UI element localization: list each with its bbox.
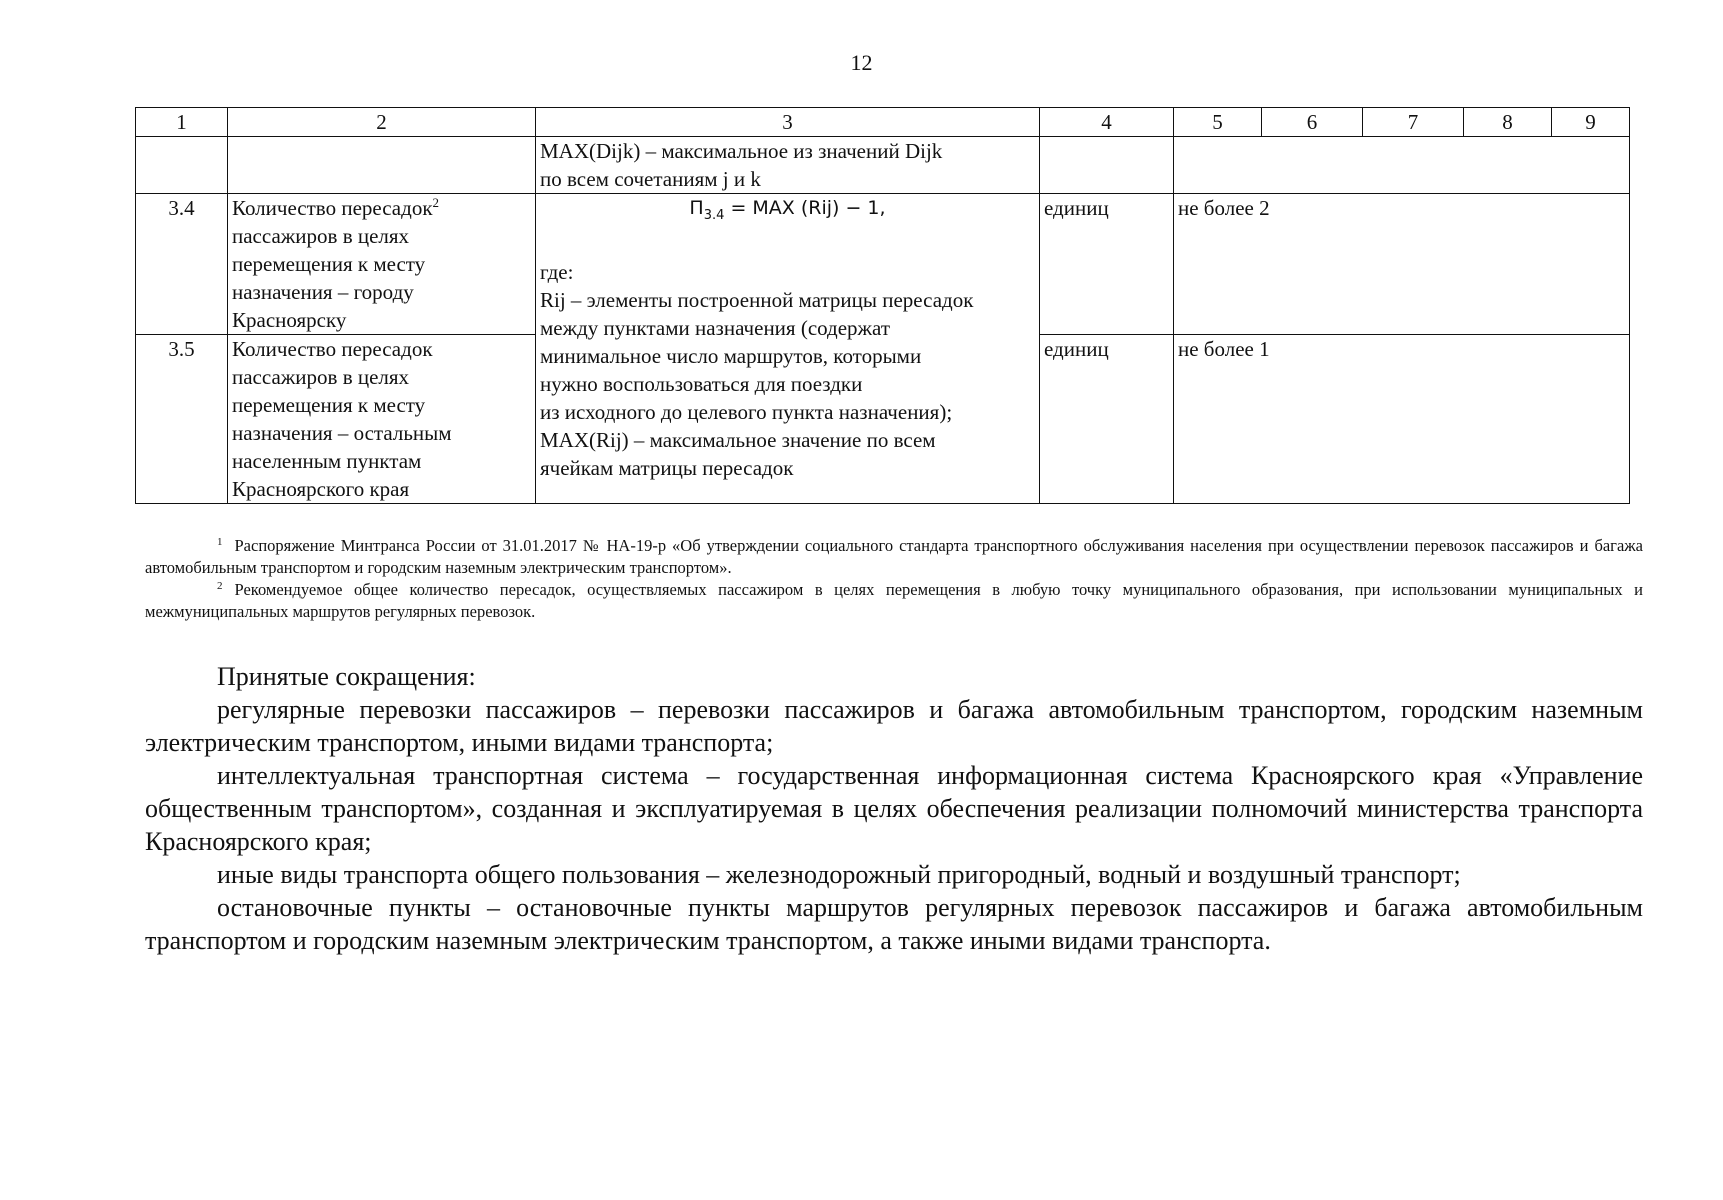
cell-line: назначения – городу	[232, 280, 414, 304]
cell-line: по всем сочетаниям j и k	[540, 167, 761, 191]
cell-line: перемещения к месту	[232, 252, 426, 276]
indicator-name	[228, 335, 536, 504]
indicator-name	[228, 194, 536, 335]
cell-line: минимальное число маршрутов, которыми	[540, 343, 922, 368]
table-row-continuation	[136, 137, 1630, 194]
table-row-3-4	[136, 194, 1630, 335]
header-cell: 7	[1363, 108, 1464, 137]
cell-line: Красноярского края	[232, 477, 410, 501]
cell-line: MAX(Dijk) – максимальное из значений Dijk	[540, 139, 943, 163]
header-cell: 9	[1552, 108, 1630, 137]
cell-line: MAX(Rij) – максимальное значение по всем	[540, 427, 936, 452]
table-header-row	[136, 108, 1630, 137]
cell-line: населенным пунктам	[232, 449, 422, 473]
abbreviations-section	[145, 660, 1643, 957]
header-cell: 6	[1262, 108, 1363, 137]
header-cell: 1	[136, 108, 228, 137]
page-number: 12	[850, 50, 873, 75]
abbreviation-item: иные виды транспорта общего пользования – железнодорожный пригородный, водный и воздушный транспорт;	[217, 860, 1461, 889]
header-cell: 3	[536, 108, 1040, 137]
row-number: 3.5	[136, 335, 228, 504]
header-cell: 8	[1464, 108, 1552, 137]
cell-line: нужно воспользоваться для поездки	[540, 371, 863, 396]
cell-line: Количество пересадок	[232, 337, 433, 361]
cell-line: Количество пересадок	[232, 196, 433, 220]
unit-cell: единиц	[1040, 194, 1174, 335]
footnote: $^1$ Распоряжение Минтранса России от 31.01.2017 № НА-19-р «Об утверждении социального стандарта транспортного обслуживания населения при осуществлении перевозок пассажиров и багажа автомобильным транспортом и городским наземным электрическим транспортом».	[145, 535, 1643, 577]
formula-cell-continued	[536, 137, 1040, 194]
abbreviation-item: интеллектуальная транспортная система – государственная информационная система Красноярского края «Управление общественным транспортом», созданная и эксплуатируемая в целях обеспечения реализации полномочий министерства транспорта Красноярского края;	[145, 761, 1643, 856]
cell-line: ячейкам матрицы пересадок	[540, 455, 794, 480]
header-cell: 4	[1040, 108, 1174, 137]
cell-line: Rij – элементы построенной матрицы пересадок	[540, 287, 974, 312]
row-number: 3.4	[136, 194, 228, 335]
formula-cell	[536, 194, 1040, 504]
formula: $П_{3.4}$ = MAX (Rij) − 1,	[689, 197, 886, 223]
unit-cell: единиц	[1040, 335, 1174, 504]
value-cell: не более 2	[1174, 194, 1630, 335]
cell-line: пассажиров в целях	[232, 224, 410, 248]
footnote-ref: 2	[432, 195, 440, 210]
cell-line: где:	[540, 259, 574, 284]
abbreviations-heading: Принятые сокращения:	[217, 662, 476, 691]
footnote: $^2$ Рекомендуемое общее количество пересадок, осуществляемых пассажиром в целях перемещения в любую точку муниципального образования, при использовании муниципальных и межмуниципальных маршрутов регулярных перевозок.	[145, 579, 1643, 621]
header-cell: 5	[1174, 108, 1262, 137]
abbreviation-item: остановочные пункты – остановочные пункты маршрутов регулярных перевозок пассажиров и багажа автомобильным транспортом и городским наземным электрическим транспортом, а также иными видами транспорта.	[145, 893, 1643, 955]
cell-line: из исходного до целевого пункта назначения);	[540, 399, 953, 424]
indicators-table	[135, 107, 1630, 504]
cell-line: перемещения к месту	[232, 393, 426, 417]
footnotes	[145, 535, 1643, 623]
cell-line: назначения – остальным	[232, 421, 452, 445]
cell-line: пассажиров в целях	[232, 365, 410, 389]
abbreviation-item: регулярные перевозки пассажиров – перевозки пассажиров и багажа автомобильным транспортом, городским наземным электрическим транспортом, иными видами транспорта;	[145, 695, 1643, 757]
value-cell: не более 1	[1174, 335, 1630, 504]
header-cell: 2	[228, 108, 536, 137]
cell-line: между пунктами назначения (содержат	[540, 315, 891, 340]
cell-line: Красноярску	[232, 308, 347, 332]
